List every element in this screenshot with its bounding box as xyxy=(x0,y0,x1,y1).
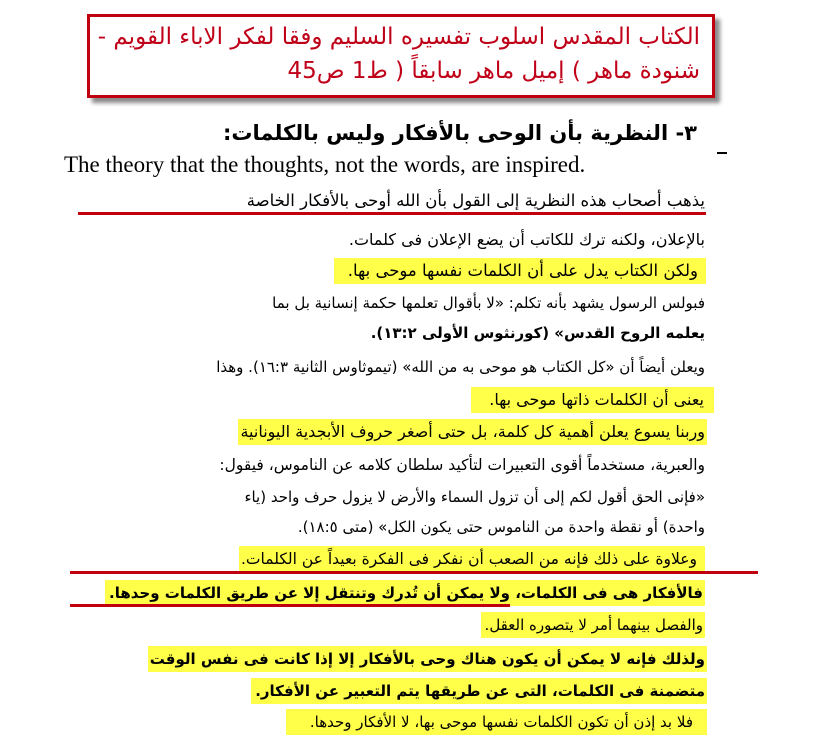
highlighted-line: فالأفكار هى فى الكلمات، ولا يمكن أن تُدرك وتنتقل إلا عن طريق الكلمات وحدها. xyxy=(105,580,705,606)
title-line-1: الكتاب المقدس اسلوب تفسيره السليم وفقا لفكر الاباء القويم - xyxy=(97,24,700,50)
body-line: ويعلن أيضاً أن «كل الكتاب هو موحى به من الله» (تيموثاوس الثانية ١٦:٣). وهذا xyxy=(216,358,705,376)
body-line: واحدة) أو نقطة واحدة من الناموس حتى يكون الكل» (متى ١٨:٥). xyxy=(297,518,705,536)
margin-dash xyxy=(717,152,727,154)
body-line: بالإعلان، ولكنه ترك للكاتب أن يضع الإعلان فى كلمات. xyxy=(348,230,705,249)
highlighted-line: وعلاوة على ذلك فإنه من الصعب أن نفكر فى الفكرة بعيداً عن الكلمات. xyxy=(239,546,705,572)
red-underline xyxy=(70,571,758,574)
highlighted-line: ولكن الكتاب يدل على أن الكلمات نفسها موحى بها. xyxy=(334,258,706,284)
english-heading: The theory that the thoughts, not the words, are inspired. xyxy=(64,152,586,177)
title-line-2: شنودة ماهر ) إميل ماهر سابقاً ( ط1 ص45 xyxy=(287,58,700,84)
highlighted-line: متضمنة فى الكلمات، التى عن طريقها يتم التعبير عن الأفكار. xyxy=(251,678,707,704)
body-line: «فإنى الحق أقول لكم إلى أن تزول السماء والأرض لا يزول حرف واحد (ياء xyxy=(244,488,705,506)
body-line: والعبرية، مستخدماً أقوى التعبيرات لتأكيد سلطان كلامه عن الناموس، فيقول: xyxy=(219,456,705,474)
highlighted-line: والفصل بينهما أمر لا يتصوره العقل. xyxy=(481,612,705,638)
body-line: يعلمه الروح القدس» (كورنثوس الأولى ١٣:٢). xyxy=(370,324,705,342)
body-line: يذهب أصحاب هذه النظرية إلى القول بأن الله أوحى بالأفكار الخاصة xyxy=(246,191,705,210)
highlighted-line: يعنى أن الكلمات ذاتها موحى بها. xyxy=(471,387,714,413)
title-box xyxy=(87,14,715,98)
red-underline xyxy=(70,604,510,607)
section-heading: ٣- النظرية بأن الوحى بالأفكار وليس بالكلمات: xyxy=(223,121,697,145)
body-line: فبولس الرسول يشهد بأنه تكلم: «لا بأقوال تعلمها حكمة إنسانية بل بما xyxy=(272,294,705,312)
highlighted-line: فلا بد إذن أن تكون الكلمات نفسها موحى بها، لا الأفكار وحدها. xyxy=(286,709,707,735)
red-underline xyxy=(78,212,706,215)
highlighted-line: ولذلك فإنه لا يمكن أن يكون هناك وحى بالأفكار إلا إذا كانت فى نفس الوقت xyxy=(148,646,707,672)
highlighted-line: وربنا يسوع يعلن أهمية كل كلمة، بل حتى أصغر حروف الأبجدية اليونانية xyxy=(238,419,707,445)
